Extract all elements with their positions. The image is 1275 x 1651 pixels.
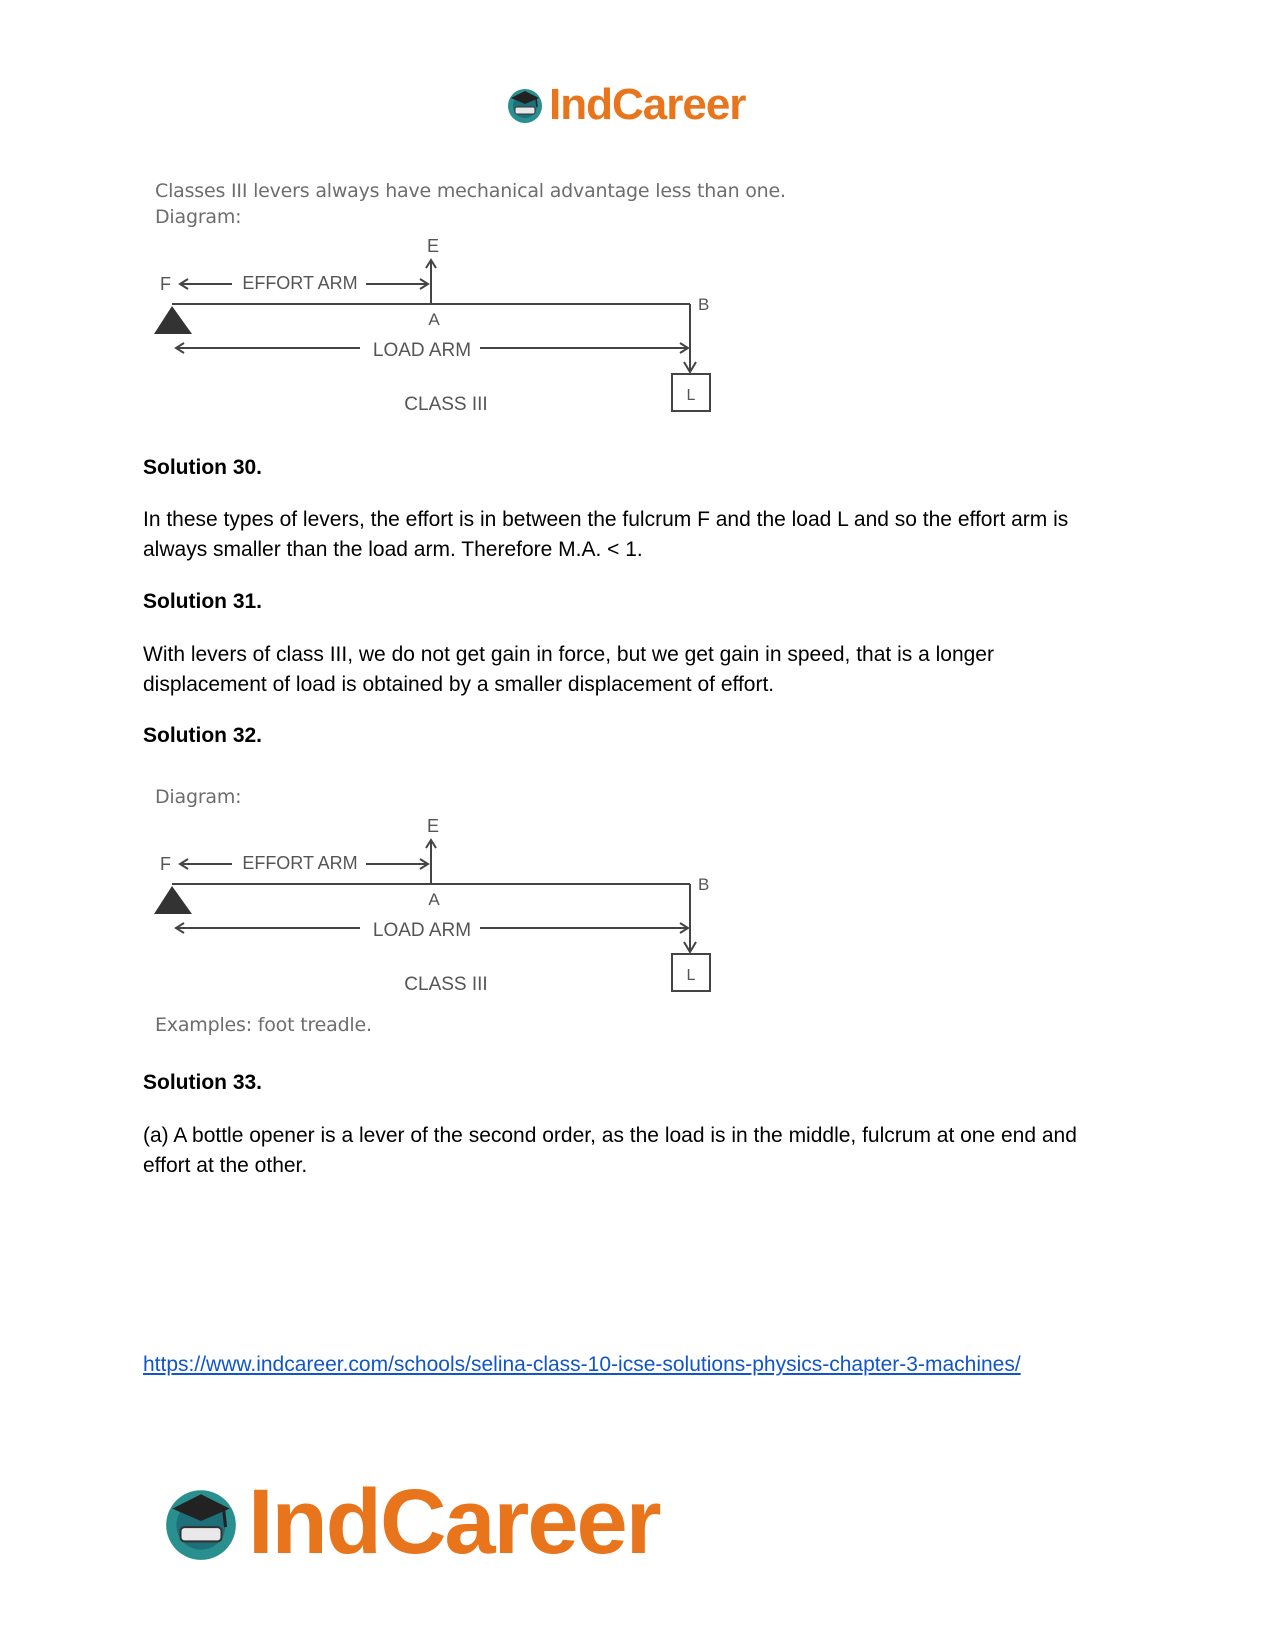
logo-text: IndCareer [549,80,746,129]
label-b: B [698,295,710,314]
load-arm-label: LOAD ARM [372,920,472,941]
label-a: A [428,890,440,909]
label-f: F [160,854,171,874]
footer-logo [160,1470,660,1575]
label-l: L [686,387,696,404]
logo-text: IndCareer [248,1471,660,1573]
class-label: CLASS III [404,974,488,995]
diagram-caption: Diagram: [155,786,242,808]
solution-text: With levers of class III, we do not get gain in force, but we get gain in speed, that is a longer displacement of load is obtained by a smaller displacement of effort. [143,643,994,696]
label-a: A [428,310,440,329]
solution-heading: Solution 32. [143,724,263,747]
lever-diagram-class-iii [150,810,750,1010]
solution-heading: Solution 33. [143,1071,263,1094]
effort-arm-label: EFFORT ARM [242,853,358,873]
solution-text: In these types of levers, the effort is in between the fulcrum F and the load L and so the effort arm is always smaller than the load arm. Therefore M.A. < 1. [143,508,1069,561]
header-logo [505,80,745,130]
diagram-caption: Diagram: [155,206,242,228]
solution-heading: Solution 31. [143,590,263,613]
intro-caption: Classes III levers always have mechanical advantage less than one. [155,180,786,202]
solution-text: (a) A bottle opener is a lever of the second order, as the load is in the middle, fulcrum at one end and effort at the other. [143,1124,1077,1177]
label-b: B [698,875,710,894]
graduation-cap-icon [505,85,545,125]
graduation-cap-icon [160,1482,242,1564]
source-url-link[interactable]: https://www.indcareer.com/schools/selina-class-10-icse-solutions-physics-chapter-3-machines/ [143,1353,1021,1376]
examples-caption: Examples: foot treadle. [155,1014,372,1036]
label-f: F [160,274,171,294]
fulcrum-icon [154,886,192,914]
fulcrum-icon [154,306,192,334]
effort-arm-label: EFFORT ARM [242,273,358,293]
solution-heading: Solution 30. [143,456,263,479]
class-label: CLASS III [404,394,488,415]
label-e: E [426,236,440,256]
load-arm-label: LOAD ARM [372,340,472,361]
label-e: E [426,816,440,836]
label-l: L [686,967,696,984]
lever-diagram-class-iii [150,230,750,430]
